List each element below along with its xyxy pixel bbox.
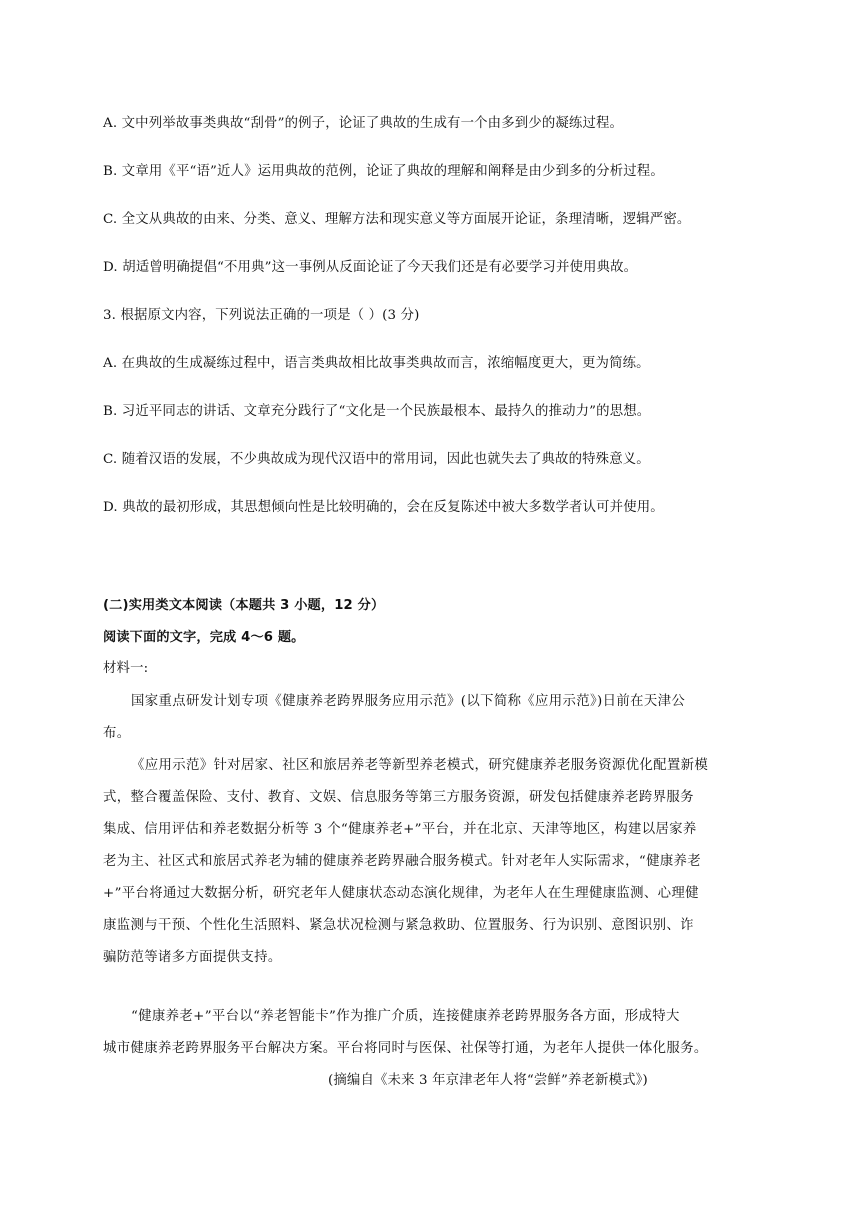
paragraph2-line: 老为主、社区式和旅居式养老为辅的健康养老跨界融合服务模式。针对老年人实际需求，“健康养老 xyxy=(103,854,702,869)
q2-option-a: A. 文中列举故事类典故“刮骨”的例子，论证了典故的生成有一个由多到少的凝练过程。 xyxy=(103,116,624,131)
q2-option-b: B. 文章用《平“语”近人》运用典故的范例，论证了典故的理解和阐释是由少到多的分析过程。 xyxy=(103,164,664,179)
paragraph2-line: 骗防范等诸多方面提供支持。 xyxy=(103,950,282,965)
paragraph2-line: +”平台将通过大数据分析，研究老年人健康状态动态演化规律，为老年人在生理健康监测、心理健 xyxy=(103,886,699,901)
q3-option-d: D. 典故的最初形成，其思想倾向性是比较明确的，会在反复陈述中被大多数学者认可并使用。 xyxy=(103,500,664,515)
reading-instruction: 阅读下面的文字，完成 4～6 题。 xyxy=(103,630,305,645)
paragraph2-line: 康监测与干预、个性化生活照料、紧急状况检测与紧急救助、位置服务、行为识别、意图识别、诈 xyxy=(103,918,694,933)
paragraph2-line: 《应用示范》针对居家、社区和旅居养老等新型养老模式，研究健康养老服务资源优化配置新模 xyxy=(131,758,709,773)
q3-option-a: A. 在典故的生成凝练过程中，语言类典故相比故事类典故而言，浓缩幅度更大，更为简练。 xyxy=(103,356,650,371)
paragraph1-line: 国家重点研发计划专项《健康养老跨界服务应用示范》(以下简称《应用示范》)日前在天津公 xyxy=(131,694,686,709)
paragraph3-line: 城市健康养老跨界服务平台解决方案。平台将同时与医保、社保等打通，为老年人提供一体化服务。 xyxy=(103,1041,708,1056)
q2-option-c: C. 全文从典故的由来、分类、意义、理解方法和现实意义等方面展开论证，条理清晰，逻辑严密。 xyxy=(103,212,691,227)
q3-option-b: B. 习近平同志的讲话、文章充分践行了“文化是一个民族最根本、最持久的推动力”的思想。 xyxy=(103,404,651,419)
paragraph3-line: “健康养老+”平台以“养老智能卡”作为推广介质，连接健康养老跨界服务各方面，形成特大 xyxy=(131,1009,680,1024)
q2-option-d: D. 胡适曾明确提倡“不用典”这一事例从反面论证了今天我们还是有必要学习并使用典故。 xyxy=(103,260,638,275)
paragraph2-line: 集成、信用评估和养老数据分析等 3 个“健康养老+”平台，并在北京、天津等地区，构建以居家养 xyxy=(103,822,697,837)
source-citation: (摘编自《未来 3 年京津老年人将“尝鲜”养老新模式》) xyxy=(328,1073,648,1088)
section-heading: (二)实用类文本阅读（本题共 3 小题，12 分） xyxy=(103,598,385,613)
paragraph2-line: 式，整合覆盖保险、支付、教育、文娱、信息服务等第三方服务资源，研发包括健康养老跨界服务 xyxy=(103,790,694,805)
material-label: 材料一: xyxy=(103,661,149,676)
q3-stem: 3. 根据原文内容，下列说法正确的一项是（ ）(3 分) xyxy=(103,308,420,323)
paragraph1-line: 布。 xyxy=(103,726,131,741)
q3-option-c: C. 随着汉语的发展，不少典故成为现代汉语中的常用词，因此也就失去了典故的特殊意义。 xyxy=(103,452,650,467)
